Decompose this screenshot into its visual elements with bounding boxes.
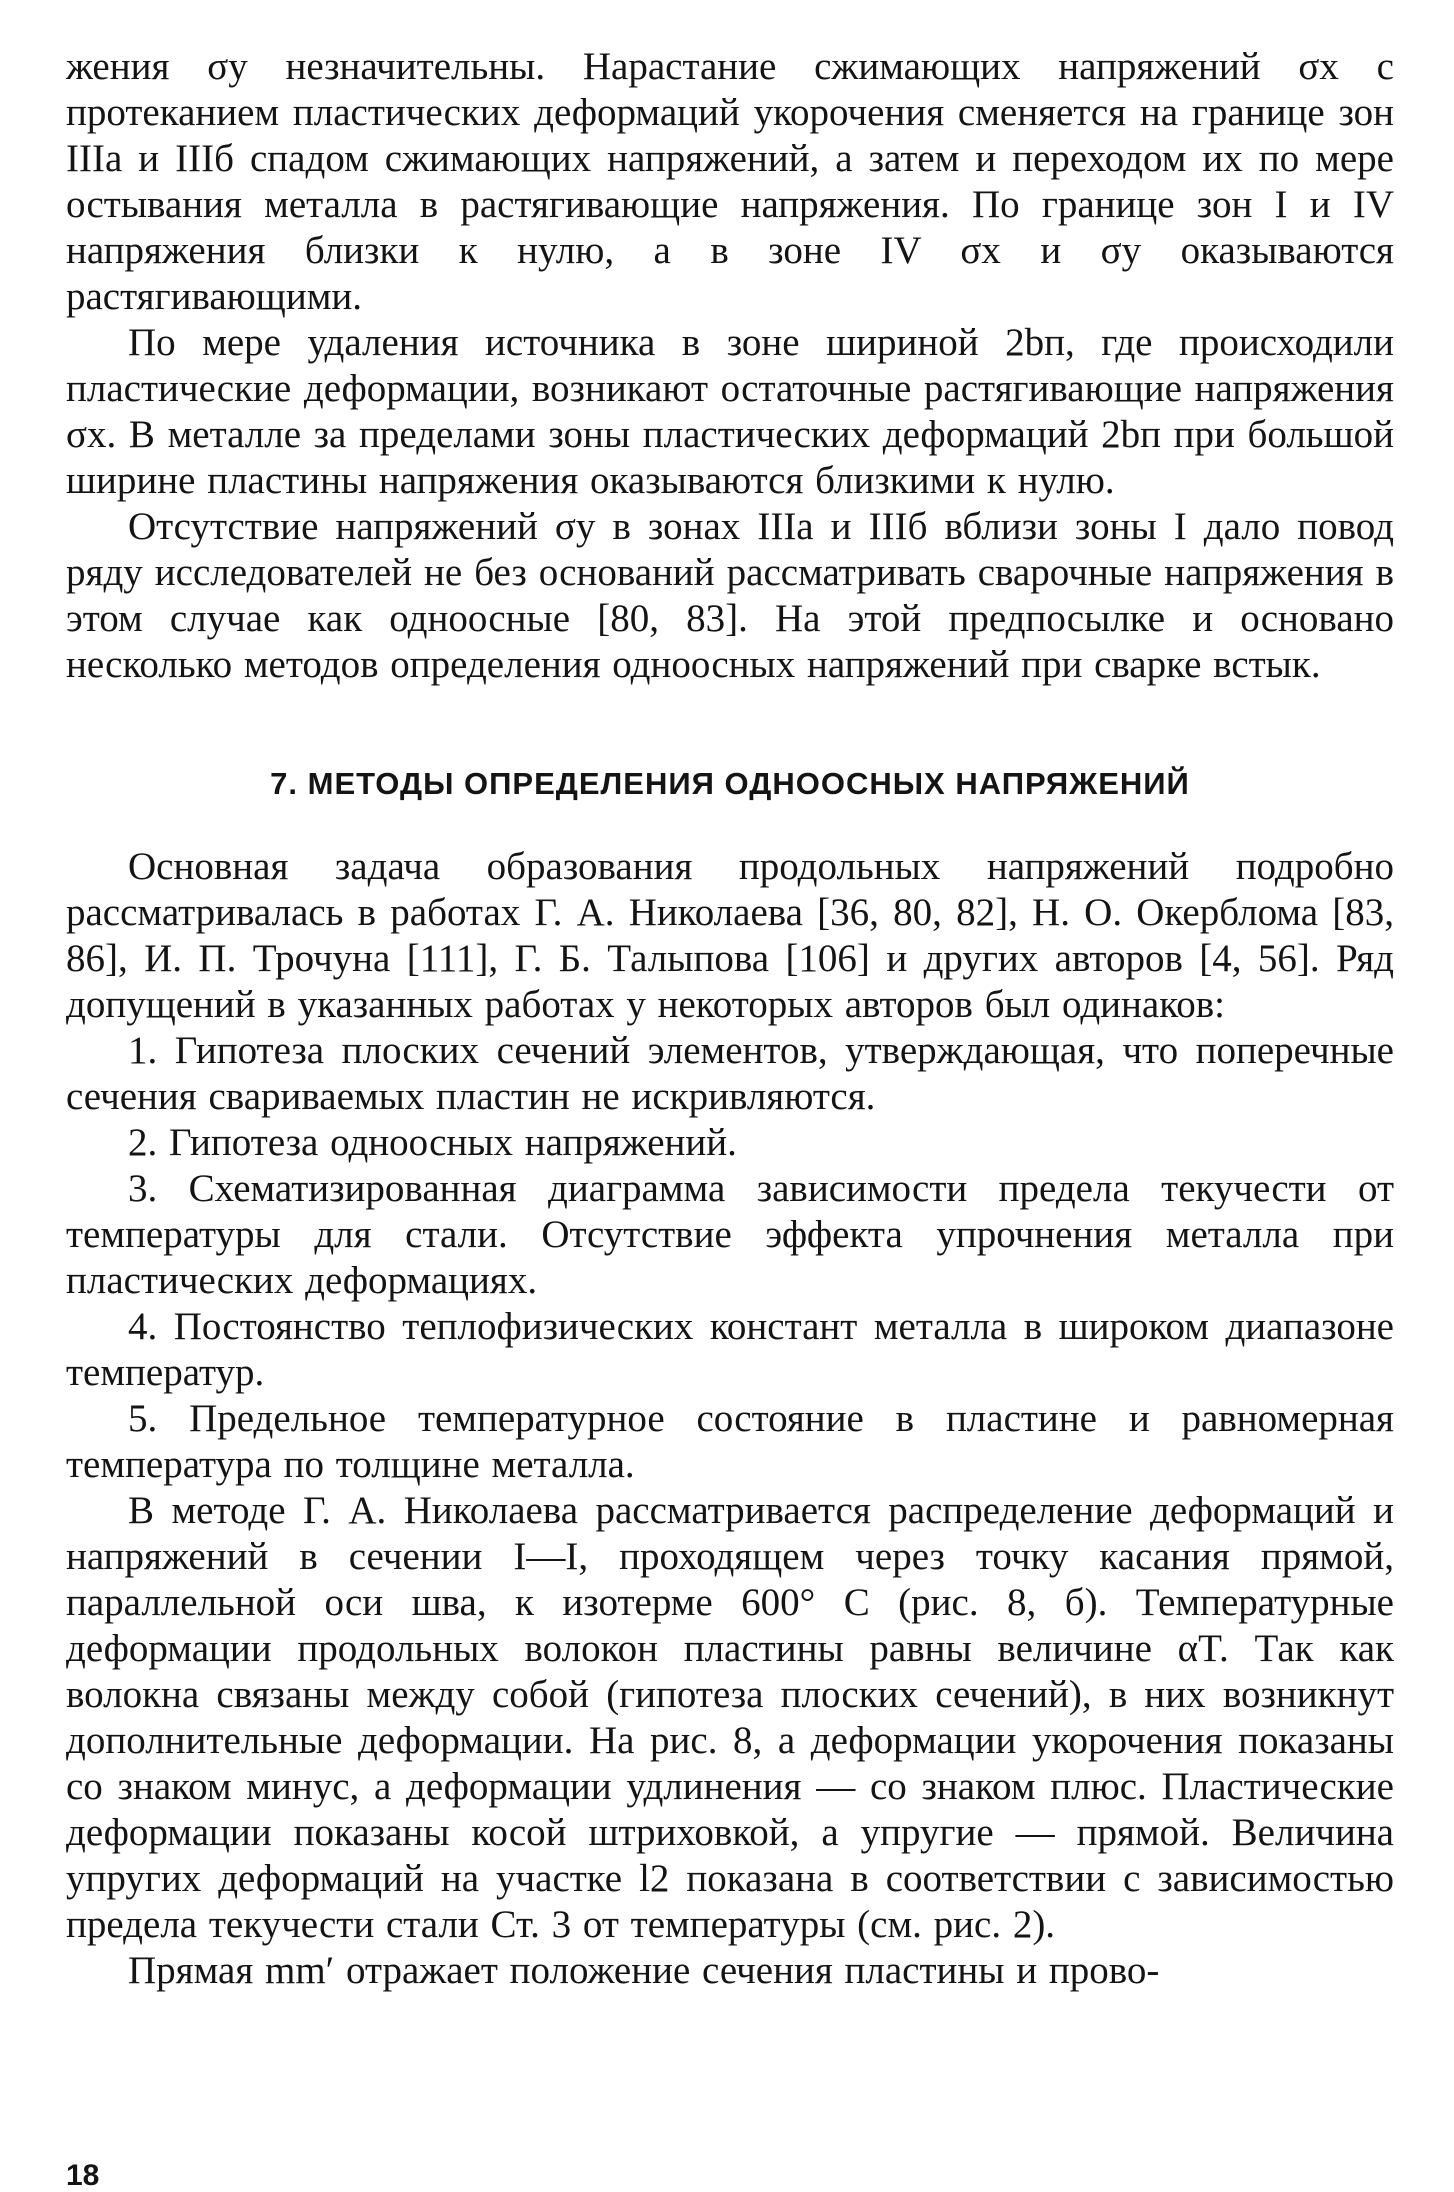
paragraph-nikolaev-method: В методе Г. А. Николаева рассматривается распределение деформаций и напряжений в сечении I—I, проходящем через точку касания прямой, параллельной оси шва, к изотерме 600° С (рис. 8, б). Температурные деформации продольных волокон пластины равны величине αT. Так как волокна связаны между собой (гипотеза плоских сечений), в них возникнут дополнительные деформации. На рис. 8, а деформации укорочения показаны со знаком минус, а деформации удлинения — со знаком плюс. Пластические деформации показаны косой штриховкой, а упругие — прямой. Величина упругих деформаций на участке l2 показана в соответствии с зависимостью предела текучести стали Ст. 3 от температуры (см. рис. 2). <box>66 1489 1394 1946</box>
paragraph-line-mm: Прямая mm′ отражает положение сечения пластины и прово- <box>128 1949 1160 1992</box>
paragraph-uniaxial-assumption: Отсутствие напряжений σy в зонах IIIа и IIIб вблизи зоны I дало повод ряду исследователей не без оснований рассматривать сварочные напряжения в этом случае как одноосные [80, 83]. На этой предпосылке и основано несколько методов определения одноосных напряжений при сварке встык. <box>66 505 1394 686</box>
list-item-5: 5. Предельное температурное состояние в пластине и равномерная температура по толщине металла. <box>66 1397 1394 1486</box>
section-heading: 7. МЕТОДЫ ОПРЕДЕЛЕНИЯ ОДНООСНЫХ НАПРЯЖЕНИЙ <box>270 766 1190 801</box>
list-item-4: 4. Постоянство теплофизических констант металла в широком диапазоне температур. <box>66 1305 1394 1394</box>
paragraph-continued: жения σy незначительны. Нарастание сжимающих напряжений σx с протеканием пластических деформаций укорочения сменяется на границе зон IIIа и IIIб спадом сжимающих напряжений, а затем и переходом их по мере остывания металла в растягивающие напряжения. По границе зон I и IV напряжения близки к нулю, а в зоне IV σx и σy оказываются растягивающими. <box>66 45 1394 318</box>
paragraph-residual-stresses: По мере удаления источника в зоне шириной 2bп, где происходили пластические деформации, возникают остаточные растягивающие напряжения σx. В металле за пределами зоны пластических деформаций 2bп при большой ширине пластины напряжения оказываются близкими к нулю. <box>66 321 1394 502</box>
list-item-1: 1. Гипотеза плоских сечений элементов, утверждающая, что поперечные сечения свариваемых пластин не искривляются. <box>66 1029 1394 1118</box>
list-item-3: 3. Схематизированная диаграмма зависимости предела текучести от температуры для стали. Отсутствие эффекта упрочнения металла при пластических деформациях. <box>66 1167 1394 1302</box>
list-item-2: 2. Гипотеза одноосных напряжений. <box>128 1121 737 1164</box>
paragraph-main-task: Основная задача образования продольных напряжений подробно рассматривалась в работах Г. А. Николаева [36, 80, 82], Н. О. Окерблома [83, 86], И. П. Трочуна [111], Г. Б. Талыпова [106] и других авторов [4, 56]. Ряд допущений в указанных работах у некоторых авторов был одинаков: <box>66 845 1394 1026</box>
page-number: 18 <box>66 2159 100 2192</box>
